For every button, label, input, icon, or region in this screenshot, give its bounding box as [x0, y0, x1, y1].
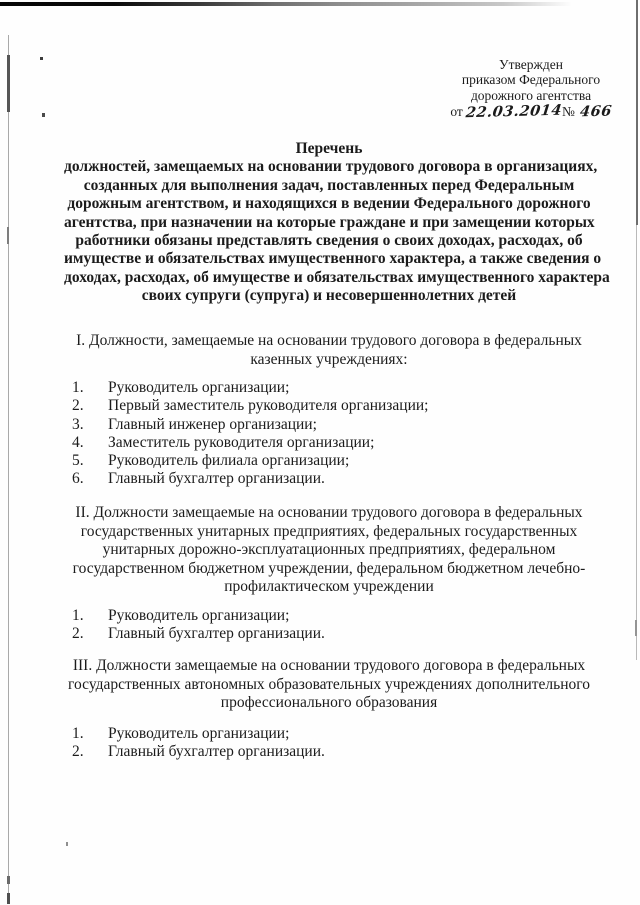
scan-speck: [42, 113, 45, 117]
list-item: [72, 452, 597, 470]
title-line: дорожным агентством, и находящихся в ведении Федерального дорожного: [67, 195, 591, 213]
approval-block: [433, 57, 629, 119]
list-item-number: 3.: [72, 415, 84, 433]
list-item-number: 4.: [72, 433, 84, 451]
scan-artifact-top-edge: [0, 2, 572, 6]
section-heading-line: II. Должности замещаемые на основании трудового договора в федеральных: [75, 504, 583, 521]
list-item-text: Главный бухгалтер организации.: [108, 743, 325, 761]
section-heading-line: профессионального образования: [220, 694, 438, 712]
section-heading-line: профилактическом учреждении: [224, 578, 434, 596]
handwritten-date: 22.03.2014: [465, 101, 564, 121]
list-item-text: Руководитель организации;: [108, 725, 290, 742]
section-3-list: [72, 725, 597, 762]
list-item: [72, 379, 597, 397]
scan-artifact-left-edge: [8, 35, 9, 903]
title-line: агентства, при назначении на которые граждане и при замещении которых: [64, 213, 595, 231]
list-item-number: 1.: [72, 725, 84, 742]
scan-artifact-left-edge-dark: [7, 55, 10, 112]
title-line: созданных для выполнения задач, поставленных перед Федеральным: [83, 176, 575, 194]
scan-speck: [66, 842, 68, 846]
scan-artifact-right-edge-dark: [636, 0, 638, 225]
list-item-number: 5.: [72, 452, 84, 470]
approval-date-line: [433, 101, 629, 121]
list-item-number: 2.: [72, 743, 84, 761]
list-item-number: 2.: [72, 625, 84, 643]
section-heading-line: государственном бюджетном учреждении, федеральном бюджетном лечебно-: [72, 559, 586, 577]
list-item-text: Главный бухгалтер организации.: [108, 625, 325, 643]
section-2-heading: [64, 504, 594, 597]
list-item-text: Главный бухгалтер организации.: [108, 470, 325, 488]
number-sign: №: [562, 103, 575, 119]
date-prefix: от: [450, 103, 463, 119]
title-line: имуществе и обязательствах имущественного характера, а также сведения о: [64, 250, 602, 268]
list-item: [72, 416, 597, 434]
section-heading-line: III. Должности замещаемые на основании трудового договора в федеральных: [72, 657, 586, 674]
section-1-heading: [64, 332, 594, 369]
handwritten-number: 466: [578, 102, 613, 121]
list-item-text: Первый заместитель руководителя организации;: [108, 397, 429, 415]
list-item: [72, 743, 597, 761]
section-heading-line: государственных автономных образовательных учреждениях дополнительного: [68, 675, 590, 693]
approval-line: Утвержден: [499, 57, 563, 72]
title-heading: Перечень: [295, 140, 363, 157]
list-item-number: 2.: [72, 397, 84, 415]
scan-speck: [40, 57, 43, 60]
list-item-number: 1.: [72, 379, 84, 396]
list-item-text: Руководитель организации;: [108, 379, 290, 396]
section-1-list: [72, 379, 597, 489]
section-heading-line: казенных учреждениях:: [250, 350, 408, 368]
title-line: работники обязаны представлять сведения о своих доходах, расходах, об: [75, 232, 583, 250]
approval-line: приказом Федерального: [461, 72, 601, 88]
scan-artifact-left-tick: [7, 876, 10, 884]
title-line: должностей, замещаемых на основании трудового договора в организациях,: [64, 158, 598, 176]
list-item-number: 1.: [72, 607, 84, 624]
list-item: [72, 434, 597, 452]
section-3-heading: [64, 657, 594, 713]
list-item-text: Руководитель филиала организации;: [108, 452, 350, 470]
approval-line: дорожного агентства: [470, 87, 592, 103]
list-item: [72, 625, 597, 643]
title-line: своих супруги (супруга) и несовершеннолетних детей: [141, 287, 517, 305]
list-item-text: Заместитель руководителя организации;: [108, 433, 375, 451]
list-item-text: Руководитель организации;: [108, 607, 290, 624]
section-heading-line: унитарных дорожно-эксплуатационных предприятиях, федеральном: [102, 541, 556, 559]
document-title: [64, 140, 610, 306]
title-line: доходах, расходах, об имуществе и обязательствах имущественного характера: [64, 268, 610, 286]
list-item: [72, 607, 597, 625]
list-item: [72, 397, 597, 415]
scan-artifact-right-tick: [635, 620, 637, 636]
section-heading-line: I. Должности, замещаемые на основании трудового договора в федеральных: [76, 332, 582, 349]
list-item: [72, 725, 597, 743]
section-heading-line: государственных унитарных предприятиях, федеральных государственных: [80, 522, 578, 540]
scan-artifact-right-edge: [636, 225, 637, 660]
list-item: [72, 470, 597, 488]
scan-artifact-left-tick: [7, 227, 9, 244]
list-item-text: Главный инженер организации;: [108, 415, 317, 433]
scan-artifact-left-tick: [7, 893, 10, 904]
list-item-number: 6.: [72, 470, 84, 488]
section-2-list: [72, 607, 597, 644]
